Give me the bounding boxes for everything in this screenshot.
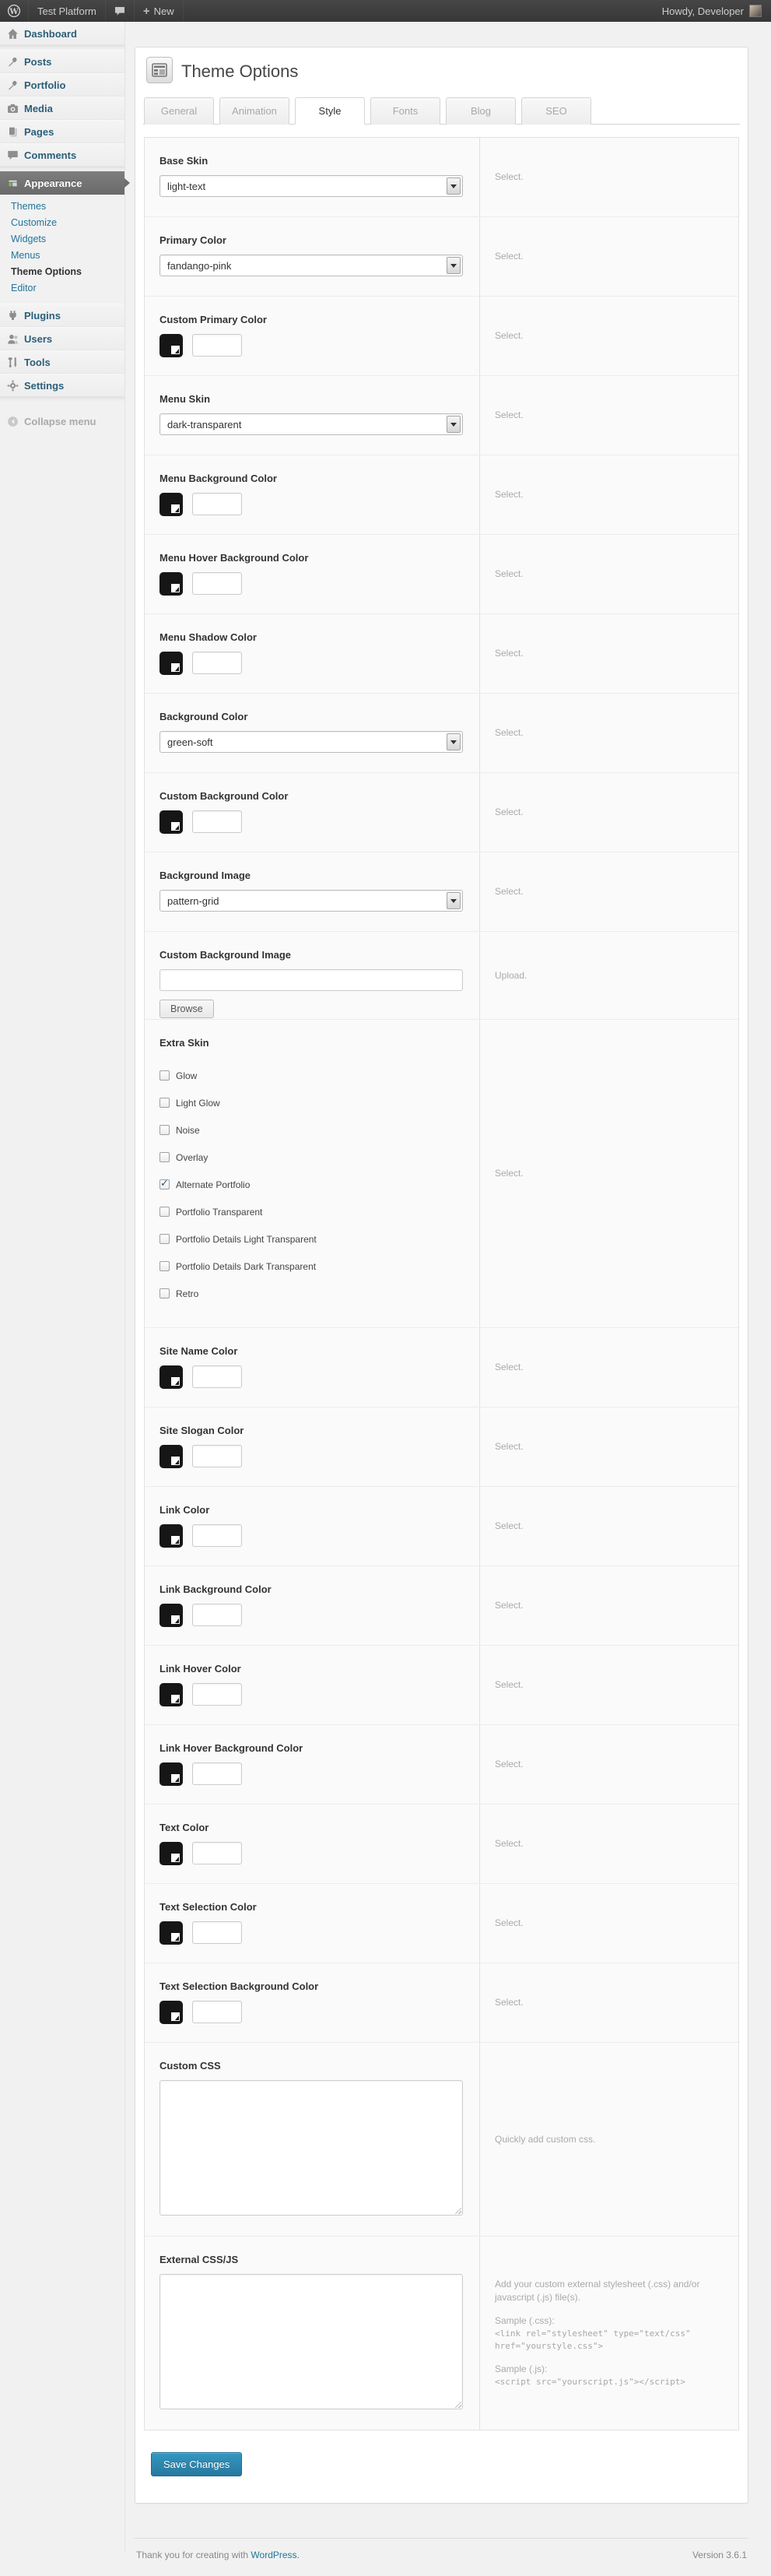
description-cell xyxy=(479,614,738,693)
field-cell xyxy=(145,1725,479,1804)
sidebar-item-pages[interactable] xyxy=(0,120,124,143)
field-description: Select. xyxy=(495,409,524,420)
sidebar-item-label: Users xyxy=(24,332,53,345)
version-text: Version 3.6.1 xyxy=(692,2550,747,2560)
light-glow-checkbox[interactable] xyxy=(159,1098,170,1108)
colorpicker-group xyxy=(159,572,479,596)
theme-options-panel xyxy=(135,47,748,2504)
users-icon xyxy=(7,333,19,345)
colorpicker-group xyxy=(159,1921,479,1945)
option-row-custom-primary-color xyxy=(145,297,738,376)
submenu-item-customize[interactable]: Customize xyxy=(11,217,58,228)
background-color-select[interactable] xyxy=(159,731,463,753)
description-cell xyxy=(479,138,738,216)
option-row-link-background-color xyxy=(145,1566,738,1646)
checkbox-option-portfolio-transparent[interactable] xyxy=(159,1198,479,1225)
colorpicker-group xyxy=(159,1604,479,1627)
description-cell xyxy=(479,2043,738,2236)
sidebar-item-collapse-menu[interactable] xyxy=(0,409,124,433)
checkbox-label: Portfolio Details Dark Transparent xyxy=(176,1260,317,1272)
tab-bar xyxy=(143,97,740,125)
submenu-item-themes[interactable]: Themes xyxy=(11,201,47,212)
site-name-color-input[interactable] xyxy=(192,1365,242,1388)
field-description: Select. xyxy=(495,1441,524,1452)
checkbox-label: Noise xyxy=(176,1124,200,1136)
field-label: Custom Primary Color xyxy=(159,314,267,325)
option-row-link-hover-color xyxy=(145,1646,738,1725)
menu-skin-select[interactable] xyxy=(159,413,463,435)
colorpicker-group xyxy=(159,493,479,516)
appearance-submenu xyxy=(0,195,124,304)
panel-header xyxy=(143,47,740,92)
colorpicker-group xyxy=(159,652,479,675)
description-cell xyxy=(479,852,738,931)
field-cell xyxy=(145,138,479,216)
retro-checkbox[interactable] xyxy=(159,1288,170,1299)
description-cell xyxy=(479,773,738,852)
glow-checkbox[interactable] xyxy=(159,1070,170,1081)
option-row-menu-background-color xyxy=(145,455,738,535)
comments-icon xyxy=(7,149,19,161)
link-color-colorpicker-button[interactable] xyxy=(159,1524,183,1548)
field-label: Custom Background Image xyxy=(159,949,292,961)
field-label: Text Color xyxy=(159,1822,209,1833)
select-value: dark-transparent xyxy=(167,418,242,431)
description-cell xyxy=(479,2237,738,2430)
field-description: Select. xyxy=(495,727,524,738)
text-selection-background-color-input[interactable] xyxy=(192,2001,242,2023)
option-row-menu-skin xyxy=(145,376,738,455)
field-label: Custom Background Color xyxy=(159,790,289,802)
text-color-input[interactable] xyxy=(192,1842,242,1864)
field-label: Link Hover Color xyxy=(159,1663,241,1675)
submenu-item-menus[interactable]: Menus xyxy=(11,250,40,261)
field-cell xyxy=(145,694,479,772)
field-cell xyxy=(145,614,479,693)
avatar xyxy=(749,5,762,17)
field-label: Link Color xyxy=(159,1504,210,1516)
menu-separator xyxy=(0,397,124,402)
background-image-select[interactable] xyxy=(159,890,463,912)
link-hover-color-input[interactable] xyxy=(192,1683,242,1706)
description-cell xyxy=(479,1646,738,1724)
field-cell xyxy=(145,1020,479,1327)
field-label: Text Selection Color xyxy=(159,1901,257,1913)
sidebar-item-tools[interactable] xyxy=(0,350,124,374)
field-description: Add your custom external stylesheet (.css) and/or javascript (.js) file(s). xyxy=(495,2279,700,2303)
tab-animation[interactable]: Animation xyxy=(219,97,289,125)
sidebar-item-portfolio[interactable] xyxy=(0,73,124,97)
tab-style[interactable]: Style xyxy=(295,97,365,125)
portfolio-transparent-checkbox[interactable] xyxy=(159,1207,170,1217)
tab-fonts[interactable]: Fonts xyxy=(370,97,440,125)
settings-icon xyxy=(7,380,19,392)
option-row-base-skin xyxy=(145,138,738,217)
field-description: Select. xyxy=(495,886,524,897)
field-description: Select. xyxy=(495,1600,524,1611)
submenu-item-theme-options[interactable]: Theme Options xyxy=(11,266,82,277)
menu-hover-background-color-input[interactable] xyxy=(192,572,242,595)
field-label: Custom CSS xyxy=(159,2060,221,2072)
main-content xyxy=(125,22,771,2576)
theme-options-screen-icon xyxy=(146,57,173,86)
field-cell xyxy=(145,535,479,613)
sidebar-item-users[interactable] xyxy=(0,327,124,350)
sidebar-item-appearance[interactable] xyxy=(0,171,124,195)
options-table xyxy=(144,137,739,2430)
portfolio-details-light-transparent-checkbox[interactable] xyxy=(159,1234,170,1244)
field-cell xyxy=(145,852,479,931)
custom-background-color-colorpicker-button[interactable] xyxy=(159,810,183,834)
field-cell xyxy=(145,455,479,534)
media-icon xyxy=(7,103,19,114)
option-row-external-css-js xyxy=(145,2237,738,2430)
textarea-wrap xyxy=(159,2274,463,2409)
field-cell xyxy=(145,1963,479,2042)
checkbox-option-portfolio-details-light-transparent[interactable] xyxy=(159,1225,479,1253)
field-description: Select. xyxy=(495,1520,524,1531)
primary-color-select[interactable] xyxy=(159,255,463,276)
field-label: Link Hover Background Color xyxy=(159,1742,303,1754)
field-cell xyxy=(145,376,479,455)
field-cell xyxy=(145,1328,479,1407)
custom-primary-color-input[interactable] xyxy=(192,334,242,357)
checkbox-option-retro[interactable] xyxy=(159,1280,479,1307)
checkbox-option-glow[interactable] xyxy=(159,1062,479,1089)
field-description: Select. xyxy=(495,1917,524,1928)
submenu-item-widgets[interactable]: Widgets xyxy=(11,234,47,244)
description-cell xyxy=(479,1020,738,1327)
option-row-custom-background-image xyxy=(145,932,738,1020)
howdy-text: Howdy, Developer xyxy=(661,5,744,17)
option-row-extra-skin xyxy=(145,1020,738,1328)
colorpicker-group xyxy=(159,1842,479,1865)
description-cell xyxy=(479,1328,738,1407)
noise-checkbox[interactable] xyxy=(159,1125,170,1135)
field-description-code: <script src="yourscript.js"></script> xyxy=(495,2377,686,2387)
menu-background-color-colorpicker-button[interactable] xyxy=(159,493,183,516)
field-cell xyxy=(145,1805,479,1883)
site-name-link[interactable]: Test Platform xyxy=(29,0,106,22)
dropdown-arrow-icon[interactable] xyxy=(447,733,461,750)
checkbox-option-alternate-portfolio[interactable] xyxy=(159,1171,479,1198)
description-cell xyxy=(479,376,738,455)
field-description: Select. xyxy=(495,1679,524,1690)
description-cell xyxy=(479,1963,738,2042)
field-cell xyxy=(145,932,479,1019)
field-label: Background Color xyxy=(159,711,248,722)
portfolio-details-dark-transparent-checkbox[interactable] xyxy=(159,1261,170,1271)
wordpress-logo-icon[interactable] xyxy=(0,0,29,22)
save-changes-button[interactable]: Save Changes xyxy=(151,2452,242,2476)
colorpicker-group xyxy=(159,1683,479,1706)
field-description: Select. xyxy=(495,489,524,500)
option-row-text-selection-color xyxy=(145,1884,738,1963)
option-row-text-selection-background-color xyxy=(145,1963,738,2043)
custom-background-color-input[interactable] xyxy=(192,810,242,833)
colorpicker-group xyxy=(159,1365,479,1389)
field-cell xyxy=(145,773,479,852)
field-description: Select. xyxy=(495,807,524,817)
field-label: Background Image xyxy=(159,870,251,881)
sidebar-item-label: Collapse menu xyxy=(24,415,96,427)
custom-primary-color-colorpicker-button[interactable] xyxy=(159,334,183,357)
account-menu[interactable] xyxy=(662,0,771,22)
dashboard-icon xyxy=(7,28,19,40)
field-label: Menu Skin xyxy=(159,393,211,405)
menu-shadow-color-colorpicker-button[interactable] xyxy=(159,652,183,675)
appearance-icon xyxy=(7,177,19,189)
dropdown-arrow-icon[interactable] xyxy=(447,892,461,909)
footer-thanks xyxy=(136,2550,300,2560)
option-row-text-color xyxy=(145,1805,738,1884)
plugins-icon xyxy=(7,310,19,322)
sidebar-item-label: Settings xyxy=(24,379,65,392)
tab-blog[interactable]: Blog xyxy=(446,97,516,125)
description-cell xyxy=(479,1566,738,1645)
comments-bubble-icon[interactable] xyxy=(106,0,135,22)
new-content-link[interactable] xyxy=(135,0,184,22)
pages-icon xyxy=(7,126,19,138)
custom-css-textarea[interactable] xyxy=(159,2080,463,2216)
option-row-background-image xyxy=(145,852,738,932)
field-description: Select. xyxy=(495,171,524,182)
checkbox-label: Retro xyxy=(176,1288,199,1299)
footer xyxy=(135,2538,748,2576)
select-value: fandango-pink xyxy=(167,259,232,272)
field-description: Select. xyxy=(495,1362,524,1372)
option-row-background-color xyxy=(145,694,738,773)
colorpicker-group xyxy=(159,334,479,357)
sidebar-item-posts[interactable] xyxy=(0,50,124,73)
tools-icon xyxy=(7,357,19,368)
field-description: Select. xyxy=(495,251,524,262)
colorpicker-group xyxy=(159,1524,479,1548)
field-label: Extra Skin xyxy=(159,1037,209,1049)
field-description: Select. xyxy=(495,648,524,659)
sidebar-item-plugins[interactable] xyxy=(0,304,124,327)
checkbox-label: Portfolio Transparent xyxy=(176,1206,263,1218)
submenu-item-editor[interactable]: Editor xyxy=(11,283,37,293)
field-cell xyxy=(145,1566,479,1645)
field-cell xyxy=(145,1487,479,1566)
site-name-color-colorpicker-button[interactable] xyxy=(159,1365,183,1389)
checkbox-label: Alternate Portfolio xyxy=(176,1179,251,1190)
description-cell xyxy=(479,297,738,375)
link-background-color-colorpicker-button[interactable] xyxy=(159,1604,183,1627)
field-description: Select. xyxy=(495,1997,524,2008)
option-row-site-slogan-color xyxy=(145,1407,738,1487)
field-description: Select. xyxy=(495,1838,524,1849)
text-selection-background-color-colorpicker-button[interactable] xyxy=(159,2001,183,2024)
plus-icon: + xyxy=(142,4,150,18)
select-value: green-soft xyxy=(167,736,213,748)
field-description: Select. xyxy=(495,1168,524,1179)
checkbox-option-light-glow[interactable] xyxy=(159,1089,479,1116)
description-cell xyxy=(479,1805,738,1883)
menu-hover-background-color-colorpicker-button[interactable] xyxy=(159,572,183,596)
dropdown-arrow-icon[interactable] xyxy=(447,257,461,274)
description-cell xyxy=(479,694,738,772)
base-skin-select[interactable] xyxy=(159,175,463,197)
custom-background-image-input[interactable] xyxy=(159,969,463,991)
field-description: Sample (.css): xyxy=(495,2315,555,2326)
colorpicker-group xyxy=(159,1445,479,1468)
collapse-icon xyxy=(7,416,19,427)
field-cell xyxy=(145,2237,479,2430)
option-row-menu-shadow-color xyxy=(145,614,738,694)
option-row-link-hover-background-color xyxy=(145,1725,738,1805)
sidebar-item-label: Posts xyxy=(24,55,52,68)
dropdown-arrow-icon[interactable] xyxy=(447,416,461,433)
menu-shadow-color-input[interactable] xyxy=(192,652,242,674)
wordpress-link[interactable]: WordPress. xyxy=(251,2550,300,2560)
link-color-input[interactable] xyxy=(192,1524,242,1547)
sidebar-item-label: Dashboard xyxy=(24,27,77,40)
field-label: External CSS/JS xyxy=(159,2254,239,2265)
sidebar-item-media[interactable] xyxy=(0,97,124,120)
field-description-code: <link rel="stylesheet" type="text/css" href="yourstyle.css"> xyxy=(495,2328,696,2351)
browse-button[interactable]: Browse xyxy=(159,1000,214,1018)
checkbox-option-noise[interactable] xyxy=(159,1116,479,1144)
overlay-checkbox[interactable] xyxy=(159,1152,170,1162)
checkbox-option-overlay[interactable] xyxy=(159,1144,479,1171)
new-content-label: New xyxy=(153,5,174,17)
field-description: Select. xyxy=(495,330,524,341)
select-value: light-text xyxy=(167,180,206,192)
description-cell xyxy=(479,932,738,1019)
admin-sidebar xyxy=(0,22,125,2553)
portfolio-icon xyxy=(7,79,19,91)
link-hover-color-colorpicker-button[interactable] xyxy=(159,1683,183,1706)
field-label: Link Background Color xyxy=(159,1583,272,1595)
link-background-color-input[interactable] xyxy=(192,1604,242,1626)
field-cell xyxy=(145,1646,479,1724)
option-row-custom-css xyxy=(145,2043,738,2237)
checkbox-option-portfolio-details-dark-transparent[interactable] xyxy=(159,1253,479,1280)
option-row-menu-hover-background-color xyxy=(145,535,738,614)
field-label: Text Selection Background Color xyxy=(159,1980,319,1992)
option-row-link-color xyxy=(145,1487,738,1566)
colorpicker-group xyxy=(159,2001,479,2024)
field-cell xyxy=(145,1407,479,1486)
description-cell xyxy=(479,217,738,296)
sidebar-item-settings[interactable] xyxy=(0,374,124,397)
alternate-portfolio-checkbox[interactable] xyxy=(159,1179,170,1190)
external-css-js-textarea[interactable] xyxy=(159,2274,463,2409)
description-cell xyxy=(479,1487,738,1566)
description-cell xyxy=(479,1884,738,1963)
option-row-custom-background-color xyxy=(145,773,738,852)
description-cell xyxy=(479,535,738,613)
field-cell xyxy=(145,217,479,296)
field-label: Menu Background Color xyxy=(159,473,277,484)
field-description: Quickly add custom css. xyxy=(495,2133,596,2145)
text-selection-color-colorpicker-button[interactable] xyxy=(159,1921,183,1945)
page-title: Theme Options xyxy=(181,61,299,81)
checkbox-label: Portfolio Details Light Transparent xyxy=(176,1233,317,1245)
text-color-colorpicker-button[interactable] xyxy=(159,1842,183,1865)
field-description: Sample (.js): xyxy=(495,2363,548,2374)
sidebar-item-label: Comments xyxy=(24,149,77,161)
field-label: Base Skin xyxy=(159,155,209,167)
field-label: Site Name Color xyxy=(159,1345,238,1357)
checkbox-label: Glow xyxy=(176,1070,198,1081)
checkbox-label: Overlay xyxy=(176,1151,209,1163)
field-label: Primary Color xyxy=(159,234,226,246)
textarea-wrap xyxy=(159,2080,463,2216)
checkbox-list xyxy=(159,1062,479,1327)
field-cell xyxy=(145,2043,479,2236)
link-hover-background-color-colorpicker-button[interactable] xyxy=(159,1762,183,1786)
select-value: pattern-grid xyxy=(167,894,219,907)
field-label: Site Slogan Color xyxy=(159,1425,244,1436)
posts-icon xyxy=(7,56,19,68)
sidebar-item-dashboard[interactable] xyxy=(0,22,124,45)
admin-bar xyxy=(0,0,771,22)
sidebar-item-label: Plugins xyxy=(24,309,61,322)
field-label: Menu Hover Background Color xyxy=(159,552,309,564)
field-cell xyxy=(145,297,479,375)
field-label: Menu Shadow Color xyxy=(159,631,257,643)
footer-thanks-text: Thank you for creating with xyxy=(136,2550,249,2560)
description-cell xyxy=(479,455,738,534)
colorpicker-group xyxy=(159,1762,479,1786)
colorpicker-group xyxy=(159,810,479,834)
option-row-primary-color xyxy=(145,217,738,297)
sidebar-item-label: Pages xyxy=(24,125,54,138)
link-hover-background-color-input[interactable] xyxy=(192,1762,242,1785)
description-cell xyxy=(479,1407,738,1486)
site-slogan-color-colorpicker-button[interactable] xyxy=(159,1445,183,1468)
sidebar-item-label: Portfolio xyxy=(24,79,66,91)
svg-text:W: W xyxy=(9,7,19,16)
option-row-site-name-color xyxy=(145,1328,738,1407)
checkbox-label: Light Glow xyxy=(176,1097,220,1109)
sidebar-item-label: Media xyxy=(24,102,53,114)
field-description: Select. xyxy=(495,568,524,579)
sidebar-item-comments[interactable] xyxy=(0,143,124,167)
tab-general[interactable]: General xyxy=(144,97,214,125)
menu-background-color-input[interactable] xyxy=(192,493,242,515)
tab-seo[interactable]: SEO xyxy=(521,97,591,125)
description-cell xyxy=(479,1725,738,1804)
field-description: Upload. xyxy=(495,969,527,981)
text-selection-color-input[interactable] xyxy=(192,1921,242,1944)
site-slogan-color-input[interactable] xyxy=(192,1445,242,1467)
sidebar-item-label: Appearance xyxy=(24,177,82,189)
dropdown-arrow-icon[interactable] xyxy=(447,177,461,195)
sidebar-item-label: Tools xyxy=(24,356,51,368)
field-description: Select. xyxy=(495,1759,524,1769)
field-cell xyxy=(145,1884,479,1963)
